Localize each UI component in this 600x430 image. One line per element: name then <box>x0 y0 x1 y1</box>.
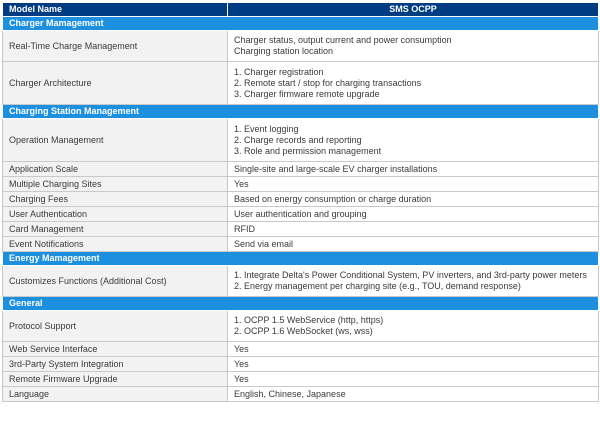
row-label: Charger Architecture <box>3 62 228 105</box>
section-title: Charger Mamagement <box>3 17 599 31</box>
table-row <box>3 62 599 105</box>
row-label: Protocol Support <box>3 311 228 342</box>
value-line: 2. OCPP 1.6 WebSocket (ws, wss) <box>234 326 373 336</box>
table-row <box>3 192 599 207</box>
header-model-value: SMS OCPP <box>228 3 599 17</box>
row-value: Send via email <box>228 237 599 252</box>
row-value: Based on energy consumption or charge duration <box>228 192 599 207</box>
table-row <box>3 311 599 342</box>
value-line: 2. Energy management per charging site (e.g., TOU, demand response) <box>234 281 521 291</box>
row-label: Remote Firmware Upgrade <box>3 372 228 387</box>
row-label: Language <box>3 387 228 402</box>
row-value <box>228 119 599 162</box>
row-value: User authentication and grouping <box>228 207 599 222</box>
value-line: 2. Charge records and reporting <box>234 134 362 145</box>
section-header-general <box>3 297 599 311</box>
table-row <box>3 207 599 222</box>
value-line: 3. Role and permission management <box>234 145 382 156</box>
row-label: 3rd-Party System Integration <box>3 357 228 372</box>
row-label: Web Service Interface <box>3 342 228 357</box>
row-value: Single-site and large-scale EV charger installations <box>228 162 599 177</box>
row-value <box>228 311 599 342</box>
row-value: Yes <box>228 357 599 372</box>
header-model-name: Model Name <box>3 3 228 17</box>
value-line: 1. OCPP 1.5 WebService (http, https) <box>234 315 384 325</box>
row-label: Operation Management <box>3 119 228 162</box>
value-line: Charger status, output current and power consumption <box>234 35 452 45</box>
table-row <box>3 357 599 372</box>
section-title: Charging Station Management <box>3 105 599 119</box>
row-label: Card Management <box>3 222 228 237</box>
value-line: 3. Charger firmware remote upgrade <box>234 88 380 99</box>
value-line: Charging station location <box>234 46 334 56</box>
table-row <box>3 387 599 402</box>
table-row <box>3 119 599 162</box>
section-header-charging-station-management <box>3 105 599 119</box>
value-line: 2. Remote start / stop for charging transactions <box>234 77 422 88</box>
row-value <box>228 31 599 62</box>
row-value: Yes <box>228 177 599 192</box>
table-row <box>3 342 599 357</box>
table-header-row <box>3 3 599 17</box>
value-line: 1. Charger registration <box>234 66 324 77</box>
table-row <box>3 237 599 252</box>
spec-table <box>2 2 599 402</box>
row-label: Event Notifications <box>3 237 228 252</box>
row-value <box>228 62 599 105</box>
section-header-charger-management <box>3 17 599 31</box>
table-row <box>3 31 599 62</box>
value-line: 1. Event logging <box>234 123 299 134</box>
table-row <box>3 162 599 177</box>
row-value: English, Chinese, Japanese <box>228 387 599 402</box>
row-label: User Authentication <box>3 207 228 222</box>
table-row <box>3 177 599 192</box>
row-value: Yes <box>228 372 599 387</box>
section-header-energy-management <box>3 252 599 266</box>
table-row <box>3 266 599 297</box>
row-label: Charging Fees <box>3 192 228 207</box>
row-value: Yes <box>228 342 599 357</box>
section-title: Energy Mamagement <box>3 252 599 266</box>
row-label: Multiple Charging Sites <box>3 177 228 192</box>
row-value: RFID <box>228 222 599 237</box>
row-label: Application Scale <box>3 162 228 177</box>
row-label: Real-Time Charge Management <box>3 31 228 62</box>
row-label: Customizes Functions (Additional Cost) <box>3 266 228 297</box>
row-value <box>228 266 599 297</box>
table-row <box>3 222 599 237</box>
table-row <box>3 372 599 387</box>
section-title: General <box>3 297 599 311</box>
value-line: 1. Integrate Delta's Power Conditional System, PV inverters, and 3rd-party power meters <box>234 270 587 280</box>
